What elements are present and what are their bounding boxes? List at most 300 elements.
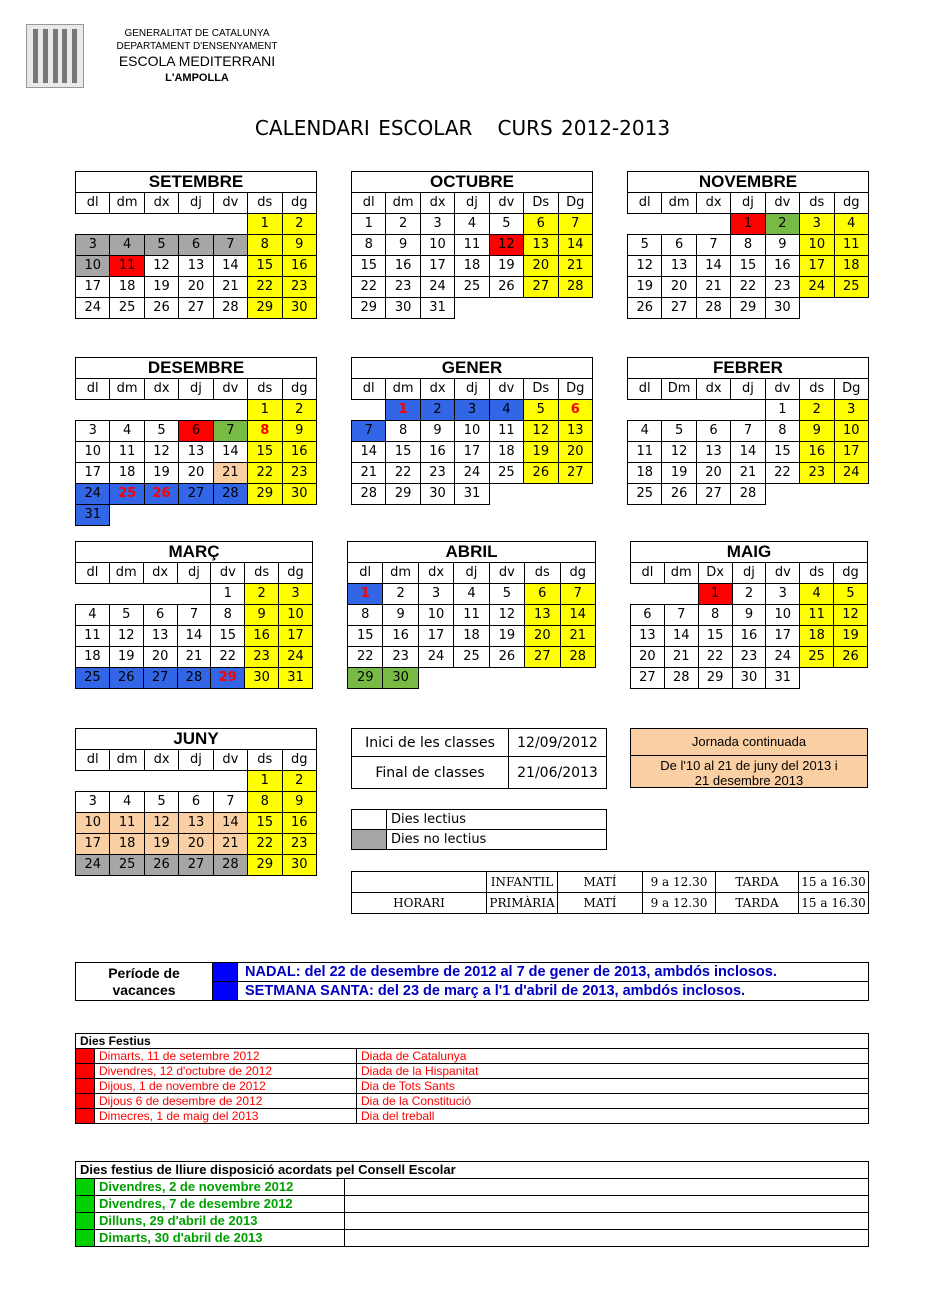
weekday-header: dg [279, 563, 313, 584]
day-cell: 15 [731, 256, 765, 277]
day-cell: 8 [211, 605, 245, 626]
day-cell: 20 [631, 647, 665, 668]
day-cell: 9 [800, 421, 834, 442]
day-cell: 26 [489, 647, 524, 668]
day-cell: 18 [800, 626, 834, 647]
day-cell: 21 [696, 277, 730, 298]
day-cell: 8 [386, 421, 420, 442]
day-cell: 24 [76, 298, 110, 319]
day-cell: 19 [144, 277, 178, 298]
day-cell: 10 [455, 421, 489, 442]
weekday-header: dl [352, 379, 386, 400]
month-calendar [75, 171, 317, 319]
horari-afternoon-hours: 15 a 16.30 [799, 893, 869, 914]
festiu-name: Diada de Catalunya [357, 1049, 869, 1064]
day-cell: 1 [731, 214, 765, 235]
day-cell: 2 [420, 400, 454, 421]
day-cell: 27 [179, 855, 213, 876]
horari-afternoon-hours: 15 a 16.30 [799, 872, 869, 893]
day-cell: 26 [144, 484, 178, 505]
day-cell: 9 [383, 605, 418, 626]
nadal-swatch [213, 963, 238, 982]
weekday-header: dj [455, 193, 489, 214]
day-cell: 5 [144, 421, 178, 442]
day-cell: 20 [143, 647, 177, 668]
empty-cell [664, 584, 698, 605]
day-cell: 16 [383, 626, 418, 647]
day-cell: 18 [454, 626, 489, 647]
weekday-header: dl [76, 379, 110, 400]
day-cell: 4 [834, 214, 868, 235]
day-cell: 21 [213, 834, 247, 855]
empty-cell [144, 400, 178, 421]
day-cell: 8 [248, 421, 282, 442]
empty-cell [800, 668, 834, 689]
day-cell: 20 [179, 463, 213, 484]
day-cell: 11 [76, 626, 110, 647]
day-cell: 21 [177, 647, 211, 668]
day-cell: 29 [248, 855, 282, 876]
day-cell: 25 [454, 647, 489, 668]
day-cell: 5 [489, 214, 523, 235]
empty-cell [558, 484, 592, 505]
day-cell: 1 [698, 584, 732, 605]
day-cell: 25 [110, 855, 144, 876]
weekday-header: dj [731, 379, 765, 400]
day-cell: 19 [109, 647, 143, 668]
empty-cell [560, 668, 595, 689]
day-cell: 29 [211, 668, 245, 689]
festiu-row [76, 1094, 869, 1109]
day-cell: 14 [696, 256, 730, 277]
day-cell: 28 [696, 298, 730, 319]
day-cell: 3 [455, 400, 489, 421]
day-cell: 25 [834, 277, 868, 298]
day-cell: 24 [800, 277, 834, 298]
day-cell: 6 [143, 605, 177, 626]
day-cell: 21 [664, 647, 698, 668]
day-cell: 26 [489, 277, 523, 298]
empty-cell [765, 484, 799, 505]
horari-morning-label: MATÍ [558, 893, 643, 914]
header-school-name: ESCOLA MEDITERRANI [118, 53, 276, 69]
empty-cell [628, 214, 662, 235]
day-cell: 1 [348, 584, 383, 605]
weekday-header: dm [664, 563, 698, 584]
empty-cell [489, 668, 524, 689]
day-cell: 3 [76, 792, 110, 813]
weekday-header: ds [248, 379, 282, 400]
day-cell: 11 [628, 442, 662, 463]
empty-cell [76, 771, 110, 792]
day-cell: 20 [525, 626, 560, 647]
jornada-continuada-box [630, 728, 868, 788]
weekday-header: dg [834, 563, 868, 584]
day-cell: 4 [628, 421, 662, 442]
weekday-header: Dx [698, 563, 732, 584]
day-cell: 3 [76, 421, 110, 442]
legend-no-lectius-swatch [352, 830, 387, 850]
day-cell: 3 [76, 235, 110, 256]
weekday-header: dx [420, 193, 454, 214]
day-cell: 30 [282, 298, 316, 319]
day-cell: 28 [560, 647, 595, 668]
month-name: FEBRER [628, 358, 869, 379]
day-cell: 10 [76, 813, 110, 834]
day-cell: 22 [698, 647, 732, 668]
day-cell: 7 [560, 584, 595, 605]
day-cell: 2 [386, 214, 420, 235]
vacances-table [75, 962, 869, 1001]
day-cell: 9 [282, 792, 316, 813]
lliure-swatch [76, 1196, 95, 1213]
horari-morning-hours: 9 a 12.30 [643, 893, 716, 914]
day-cell: 18 [455, 256, 489, 277]
month-calendar [627, 171, 869, 319]
day-cell: 7 [696, 235, 730, 256]
day-cell: 17 [76, 834, 110, 855]
empty-cell [248, 505, 282, 526]
day-cell: 26 [834, 647, 868, 668]
month-calendar [351, 357, 593, 505]
lliure-note [345, 1196, 869, 1213]
empty-cell [631, 584, 665, 605]
day-cell: 1 [211, 584, 245, 605]
day-cell: 25 [455, 277, 489, 298]
day-cell: 6 [524, 214, 558, 235]
day-cell: 5 [834, 584, 868, 605]
empty-cell [143, 584, 177, 605]
weekday-header: dx [143, 563, 177, 584]
day-cell: 29 [248, 298, 282, 319]
day-cell: 10 [420, 235, 454, 256]
day-cell: 9 [282, 421, 316, 442]
weekday-header: ds [245, 563, 279, 584]
empty-cell [213, 771, 247, 792]
day-cell: 22 [248, 277, 282, 298]
day-cell: 5 [144, 792, 178, 813]
lliure-swatch [76, 1230, 95, 1247]
empty-cell [489, 484, 523, 505]
lliure-date: Dimarts, 30 d'abril de 2013 [95, 1230, 345, 1247]
day-cell: 27 [143, 668, 177, 689]
day-cell: 18 [834, 256, 868, 277]
day-cell: 25 [110, 298, 144, 319]
day-cell: 26 [524, 463, 558, 484]
weekday-header: dv [213, 379, 247, 400]
day-cell: 28 [664, 668, 698, 689]
empty-cell [213, 214, 247, 235]
lliure-row [76, 1230, 869, 1247]
day-cell: 4 [110, 235, 144, 256]
day-cell: 24 [76, 484, 110, 505]
day-cell: 4 [110, 792, 144, 813]
day-cell: 11 [800, 605, 834, 626]
lliure-row [76, 1213, 869, 1230]
empty-cell [525, 668, 560, 689]
day-cell: 18 [110, 463, 144, 484]
month-calendar [75, 541, 313, 689]
day-cell: 28 [558, 277, 592, 298]
festiu-name: Dia del treball [357, 1109, 869, 1124]
day-cell: 6 [631, 605, 665, 626]
header-town: L'AMPOLLA [165, 72, 229, 84]
day-cell: 22 [248, 463, 282, 484]
day-cell: 17 [76, 277, 110, 298]
weekday-header: dl [628, 193, 662, 214]
day-cell: 17 [76, 463, 110, 484]
empty-cell [110, 505, 144, 526]
day-cell: 31 [455, 484, 489, 505]
day-cell: 27 [631, 668, 665, 689]
day-cell: 29 [248, 484, 282, 505]
day-cell: 14 [731, 442, 765, 463]
day-cell: 15 [248, 442, 282, 463]
day-cell: 16 [282, 256, 316, 277]
weekday-header: ds [248, 750, 282, 771]
day-cell: 28 [213, 855, 247, 876]
weekday-header: dv [211, 563, 245, 584]
day-cell: 24 [418, 647, 453, 668]
day-cell: 18 [628, 463, 662, 484]
weekday-header: dv [489, 379, 523, 400]
day-cell: 20 [524, 256, 558, 277]
day-cell: 22 [765, 463, 799, 484]
weekday-header: dm [662, 193, 696, 214]
weekday-header: dm [386, 193, 420, 214]
lliure-date: Dilluns, 29 d'abril de 2013 [95, 1213, 345, 1230]
weekday-header: Ds [524, 379, 558, 400]
day-cell: 17 [420, 256, 454, 277]
day-cell: 13 [662, 256, 696, 277]
day-cell: 25 [628, 484, 662, 505]
day-cell: 14 [558, 235, 592, 256]
empty-cell [144, 771, 178, 792]
day-cell: 7 [213, 421, 247, 442]
horari-morning-hours: 9 a 12.30 [643, 872, 716, 893]
start-label: Inici de les classes [352, 729, 509, 757]
weekday-header: dv [765, 193, 799, 214]
vacances-label: Període de vacances [76, 963, 213, 1001]
weekday-header: dj [177, 563, 211, 584]
class-dates-table [351, 728, 607, 789]
empty-cell [76, 214, 110, 235]
month-calendar [627, 357, 869, 505]
day-cell: 3 [800, 214, 834, 235]
weekday-header: dx [144, 193, 178, 214]
month-name: GENER [352, 358, 593, 379]
day-cell: 15 [248, 813, 282, 834]
festiu-name: Dia de Tots Sants [357, 1079, 869, 1094]
month-name: JUNY [76, 729, 317, 750]
day-cell: 31 [279, 668, 313, 689]
month-name: MAIG [631, 542, 868, 563]
weekday-header: dl [352, 193, 386, 214]
day-cell: 5 [524, 400, 558, 421]
weekday-header: dg [282, 379, 316, 400]
day-cell: 30 [282, 855, 316, 876]
day-cell: 15 [698, 626, 732, 647]
festiu-date: Divendres, 12 d'octubre de 2012 [95, 1064, 357, 1079]
lliure-row [76, 1196, 869, 1213]
day-cell: 21 [213, 277, 247, 298]
empty-cell [144, 214, 178, 235]
day-cell: 9 [386, 235, 420, 256]
day-cell: 31 [76, 505, 110, 526]
day-cell: 8 [765, 421, 799, 442]
day-cell: 27 [525, 647, 560, 668]
festiu-swatch [76, 1049, 95, 1064]
weekday-header: dj [731, 193, 765, 214]
day-cell: 13 [525, 605, 560, 626]
day-cell: 13 [696, 442, 730, 463]
empty-cell [76, 584, 110, 605]
day-cell: 15 [348, 626, 383, 647]
generalitat-crest-icon [26, 24, 84, 88]
weekday-header: dl [76, 563, 110, 584]
end-date: 21/06/2013 [509, 757, 607, 789]
weekday-header: dx [144, 750, 178, 771]
day-cell: 1 [248, 771, 282, 792]
day-cell: 17 [834, 442, 868, 463]
day-cell: 23 [282, 834, 316, 855]
day-cell: 6 [662, 235, 696, 256]
day-cell: 16 [420, 442, 454, 463]
weekday-header: dl [348, 563, 383, 584]
day-cell: 5 [628, 235, 662, 256]
day-cell: 11 [110, 442, 144, 463]
day-cell: 6 [558, 400, 592, 421]
day-cell: 12 [144, 256, 178, 277]
day-cell: 14 [213, 256, 247, 277]
vacances-nadal: NADAL: del 22 de desembre de 2012 al 7 de gener de 2013, ambdós inclosos. [238, 963, 869, 982]
day-cell: 7 [352, 421, 386, 442]
day-cell: 27 [179, 298, 213, 319]
day-cell: 19 [144, 834, 178, 855]
day-cell: 10 [279, 605, 313, 626]
empty-cell [662, 214, 696, 235]
empty-cell [213, 400, 247, 421]
day-cell: 26 [628, 298, 662, 319]
day-cell: 9 [245, 605, 279, 626]
day-cell: 13 [179, 813, 213, 834]
empty-cell [282, 505, 316, 526]
empty-cell [524, 484, 558, 505]
day-cell: 19 [144, 463, 178, 484]
day-cell: 18 [110, 277, 144, 298]
empty-cell [800, 484, 834, 505]
day-cell: 19 [489, 626, 524, 647]
day-cell: 4 [489, 400, 523, 421]
lliure-note [345, 1230, 869, 1247]
empty-cell [179, 505, 213, 526]
day-cell: 3 [279, 584, 313, 605]
day-cell: 27 [558, 463, 592, 484]
weekday-header: dv [213, 193, 247, 214]
day-cell: 2 [245, 584, 279, 605]
month-name: SETEMBRE [76, 172, 317, 193]
day-cell: 4 [110, 421, 144, 442]
empty-cell [455, 298, 489, 319]
weekday-header: ds [800, 193, 834, 214]
day-cell: 31 [766, 668, 800, 689]
festiu-name: Diada de la Hispanitat [357, 1064, 869, 1079]
day-cell: 8 [248, 235, 282, 256]
day-cell: 25 [76, 668, 110, 689]
empty-cell [834, 484, 868, 505]
day-cell: 2 [383, 584, 418, 605]
month-calendar [347, 541, 596, 689]
empty-cell [177, 584, 211, 605]
day-cell: 9 [282, 235, 316, 256]
day-cell: 18 [489, 442, 523, 463]
jornada-line2: 21 desembre 2013 [694, 773, 804, 788]
day-cell: 7 [664, 605, 698, 626]
empty-cell [110, 400, 144, 421]
day-cell: 28 [213, 484, 247, 505]
jornada-title: Jornada continuada [631, 729, 867, 756]
empty-cell [834, 668, 868, 689]
day-cell: 8 [698, 605, 732, 626]
empty-cell [662, 400, 696, 421]
day-cell: 2 [282, 400, 316, 421]
day-cell: 4 [800, 584, 834, 605]
weekday-header: dl [628, 379, 662, 400]
day-cell: 12 [144, 813, 178, 834]
day-cell: 5 [109, 605, 143, 626]
day-cell: 27 [662, 298, 696, 319]
day-cell: 24 [420, 277, 454, 298]
empty-cell [696, 214, 730, 235]
day-cell: 26 [144, 298, 178, 319]
day-cell: 26 [109, 668, 143, 689]
day-cell: 16 [800, 442, 834, 463]
month-name: NOVEMBRE [628, 172, 869, 193]
day-cell: 16 [245, 626, 279, 647]
day-cell: 28 [213, 298, 247, 319]
legend-no-lectius-label: Dies no lectius [387, 830, 607, 850]
day-cell: 18 [76, 647, 110, 668]
day-cell: 14 [177, 626, 211, 647]
day-cell: 10 [834, 421, 868, 442]
day-cell: 1 [352, 214, 386, 235]
weekday-header: Dm [662, 379, 696, 400]
weekday-header: dx [418, 563, 453, 584]
day-cell: 13 [143, 626, 177, 647]
jornada-line1: De l'10 al 21 de juny del 2013 i [660, 758, 838, 773]
day-cell: 8 [348, 605, 383, 626]
horari-table [351, 871, 869, 914]
day-cell: 30 [765, 298, 799, 319]
vacances-setmana-santa: SETMANA SANTA: del 23 de març a l'1 d'abril de 2013, ambdós inclosos. [238, 982, 869, 1001]
weekday-header: dl [631, 563, 665, 584]
empty-cell [179, 400, 213, 421]
month-name: MARÇ [76, 542, 313, 563]
day-cell: 6 [696, 421, 730, 442]
day-cell: 16 [282, 813, 316, 834]
festiu-name: Dia de la Constitució [357, 1094, 869, 1109]
empty-cell [213, 505, 247, 526]
day-cell: 21 [213, 463, 247, 484]
lliure-date: Divendres, 7 de desembre 2012 [95, 1196, 345, 1213]
day-cell: 12 [489, 235, 523, 256]
setmana-santa-swatch [213, 982, 238, 1001]
day-cell: 29 [348, 668, 383, 689]
day-cell: 13 [524, 235, 558, 256]
day-cell: 6 [179, 421, 213, 442]
start-date: 12/09/2012 [509, 729, 607, 757]
weekday-header: ds [525, 563, 560, 584]
